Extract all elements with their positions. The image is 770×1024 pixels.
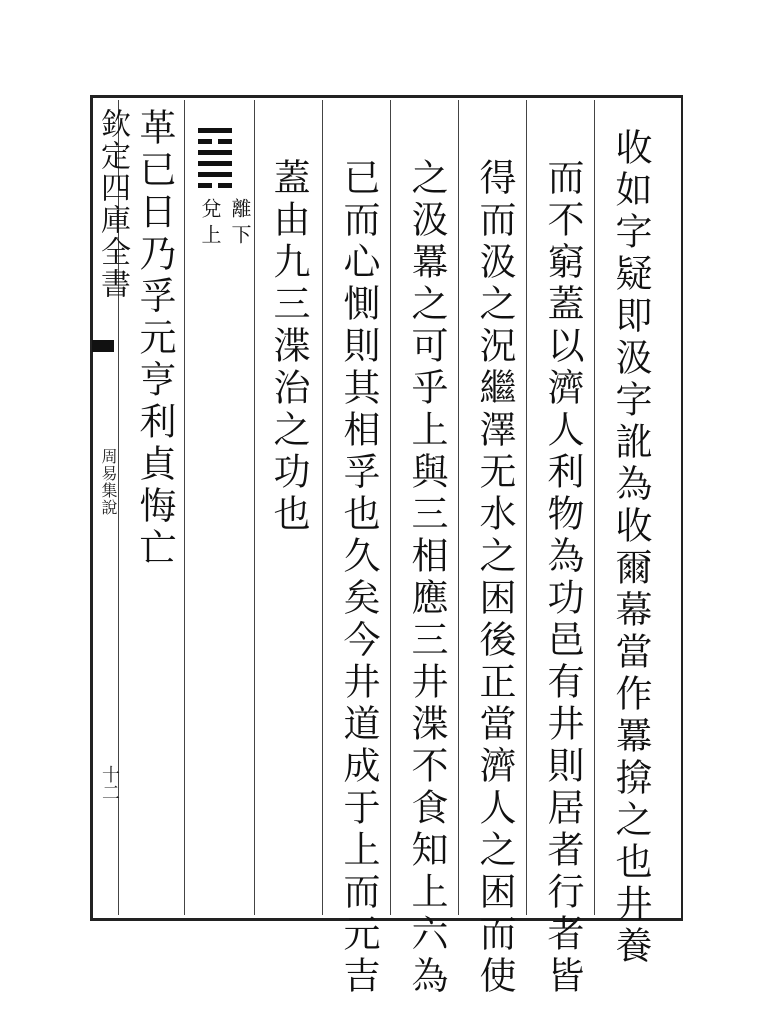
- solid-line: [198, 128, 232, 133]
- page-number: 十二: [99, 765, 120, 801]
- solid-line: [198, 150, 232, 155]
- collection-title: 欽定四庫全書: [95, 108, 130, 300]
- column-rule: [322, 100, 323, 915]
- text-column-2: 而不窮蓋以濟人利物為功邑有井則居者行者皆: [541, 158, 584, 998]
- solid-line: [198, 172, 232, 177]
- line-segment: [218, 139, 232, 144]
- line-segment: [198, 172, 232, 177]
- text-column-1: 收如字疑即汲字訛為收爾幕當作羃揜之也井養: [609, 128, 652, 968]
- column-rule: [458, 100, 459, 915]
- line-segment: [198, 150, 232, 155]
- upper-trigram-label: 兌上: [198, 198, 222, 250]
- text-column-5: 已而心惻則其相孚也久矣今井道成于上而元吉: [337, 158, 380, 998]
- line-segment: [218, 183, 232, 188]
- column-rule: [594, 100, 595, 915]
- line-segment: [198, 128, 232, 133]
- column-rule: [184, 100, 185, 915]
- line-segment: [198, 139, 212, 144]
- broken-line: [198, 183, 232, 188]
- solid-line: [198, 161, 232, 166]
- broken-line: [198, 139, 232, 144]
- book-title: 周易集說: [99, 448, 118, 516]
- hexagram-symbol: [198, 128, 232, 194]
- text-column-6: 蓋由九三渫治之功也: [267, 158, 310, 536]
- column-rule: [526, 100, 527, 915]
- lower-trigram-label: 離下: [228, 198, 252, 250]
- line-segment: [198, 161, 232, 166]
- text-column-7: 革已日乃孚元亨利貞悔亡: [133, 108, 176, 570]
- fishtail-mark: [92, 340, 114, 352]
- line-segment: [198, 183, 212, 188]
- column-rule: [390, 100, 391, 915]
- text-column-3: 得而汲之況繼澤无水之困後正當濟人之困而使: [473, 158, 516, 998]
- text-column-4: 之汲羃之可乎上與三相應三井渫不食知上六為: [405, 158, 448, 998]
